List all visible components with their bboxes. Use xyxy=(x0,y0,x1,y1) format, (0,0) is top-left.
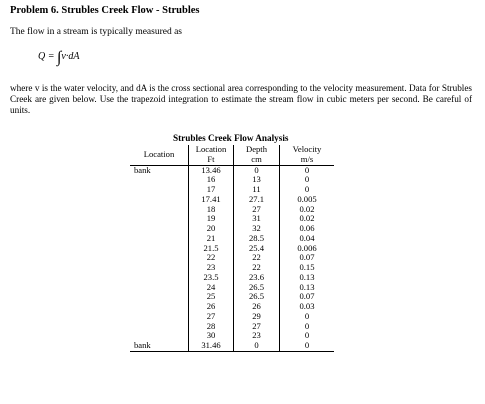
cell-location xyxy=(130,224,189,234)
cell-location xyxy=(130,302,189,312)
cell-velocity: 0 xyxy=(304,164,310,175)
cell-velocity: 0.03 xyxy=(299,301,315,311)
cell-depth: 25.4 xyxy=(234,244,280,254)
header-ft-unit: Ft xyxy=(189,155,234,165)
cell-location xyxy=(130,273,189,283)
cell-velocity: 0.04 xyxy=(299,232,315,243)
table-row xyxy=(130,322,334,332)
formula-lhs: Q xyxy=(38,51,46,62)
cell-velocity: 0.15 xyxy=(299,262,315,272)
flow-data-table xyxy=(130,145,334,352)
cell-location-ft: 20 xyxy=(189,224,234,234)
cell-velocity: 0.06 xyxy=(299,223,315,233)
cell-location-ft: 28 xyxy=(189,322,234,332)
table-row xyxy=(130,175,334,185)
cell-velocity: 0.006 xyxy=(297,242,317,253)
cell-depth: 23 xyxy=(234,331,280,341)
problem-title: Problem 6. Strubles Creek Flow - Strubles xyxy=(10,5,200,16)
cell-velocity: 0 xyxy=(304,320,310,331)
header-depth: Depth xyxy=(234,145,280,155)
cell-depth: 22 xyxy=(234,253,280,263)
problem-description: where v is the water velocity, and dA is the cross sectional area corresponding to the velocity measurement. Data for Strubles Creek are given below. Use the trapezoid integration to estimate the stream flow in cubic meters per second. Be careful of units. xyxy=(10,83,472,116)
cell-depth: 23.6 xyxy=(234,273,280,283)
cell-location-ft: 31.46 xyxy=(189,341,234,351)
cell-location xyxy=(130,292,189,302)
cell-depth: 29 xyxy=(234,312,280,322)
cell-velocity: 0 xyxy=(304,330,310,341)
cell-location-ft: 19 xyxy=(189,214,234,224)
table-row xyxy=(130,312,334,322)
cell-velocity: 0 xyxy=(304,174,310,185)
formula-equals: = xyxy=(47,51,55,62)
cell-location-ft: 23.5 xyxy=(189,273,234,283)
table-row xyxy=(130,341,334,351)
cell-location-ft: 24 xyxy=(189,283,234,293)
cell-location-ft: 26 xyxy=(189,302,234,312)
cell-depth: 0 xyxy=(234,165,280,175)
cell-velocity: 0 xyxy=(280,341,335,351)
cell-location xyxy=(130,322,189,332)
cell-location xyxy=(130,244,189,254)
cell-location xyxy=(130,263,189,273)
cell-depth: 26.5 xyxy=(234,283,280,293)
header-depth-unit: cm xyxy=(234,155,280,165)
cell-location xyxy=(130,175,189,185)
cell-depth: 13 xyxy=(234,175,280,185)
header-velocity: Velocity xyxy=(292,144,322,154)
cell-location: bank xyxy=(130,165,189,175)
cell-location xyxy=(130,283,189,293)
header-location-ft: Location xyxy=(189,145,234,155)
cell-location-ft: 17 xyxy=(189,185,234,195)
cell-depth: 26 xyxy=(234,302,280,312)
cell-velocity: 0.13 xyxy=(299,281,315,292)
cell-location xyxy=(130,205,189,215)
cell-location-ft: 16 xyxy=(189,175,234,185)
header-velocity-unit: m/s xyxy=(280,155,335,165)
cell-velocity: 0.07 xyxy=(299,291,315,302)
cell-velocity: 0.005 xyxy=(297,193,317,204)
header-location: Location xyxy=(130,145,189,165)
cell-depth: 28.5 xyxy=(234,234,280,244)
cell-depth: 27 xyxy=(234,205,280,215)
table-body xyxy=(130,165,334,351)
cell-location-ft: 27 xyxy=(189,312,234,322)
cell-location xyxy=(130,234,189,244)
cell-location-ft: 23 xyxy=(189,263,234,273)
cell-location-ft: 25 xyxy=(189,292,234,302)
cell-location-ft: 22 xyxy=(189,253,234,263)
table-row xyxy=(130,331,334,341)
cell-depth: 27 xyxy=(234,322,280,332)
cell-velocity: 0.13 xyxy=(299,271,315,282)
integral-symbol: ∫ xyxy=(56,49,62,66)
cell-location xyxy=(130,185,189,195)
cell-location xyxy=(130,195,189,205)
intro-text: The flow in a stream is typically measured as xyxy=(10,27,183,37)
cell-location-ft: 13.46 xyxy=(189,165,234,175)
table-row xyxy=(130,165,334,175)
table-title: Strubles Creek Flow Analysis xyxy=(173,133,289,143)
cell-location-ft: 21.5 xyxy=(189,244,234,254)
cell-depth: 26.5 xyxy=(234,292,280,302)
cell-depth: 27.1 xyxy=(234,195,280,205)
table-row xyxy=(130,302,334,312)
cell-location xyxy=(130,214,189,224)
formula-rhs: v·dA xyxy=(61,51,80,62)
cell-location-ft: 17.41 xyxy=(189,195,234,205)
flow-formula xyxy=(38,49,79,67)
cell-velocity: 0 xyxy=(304,310,310,321)
cell-depth: 32 xyxy=(234,224,280,234)
cell-location-ft: 18 xyxy=(189,205,234,215)
cell-velocity: 0.02 xyxy=(299,213,315,224)
cell-location xyxy=(130,253,189,263)
cell-location xyxy=(130,312,189,322)
cell-depth: 11 xyxy=(234,185,280,195)
cell-location-ft: 30 xyxy=(189,331,234,341)
cell-depth: 31 xyxy=(234,214,280,224)
cell-location-ft: 21 xyxy=(189,234,234,244)
cell-velocity: 0.07 xyxy=(299,252,315,263)
cell-velocity: 0.02 xyxy=(299,203,315,214)
cell-depth: 0 xyxy=(234,341,280,351)
cell-depth: 22 xyxy=(234,263,280,273)
cell-location: bank xyxy=(130,341,189,351)
cell-velocity: 0 xyxy=(304,184,310,194)
